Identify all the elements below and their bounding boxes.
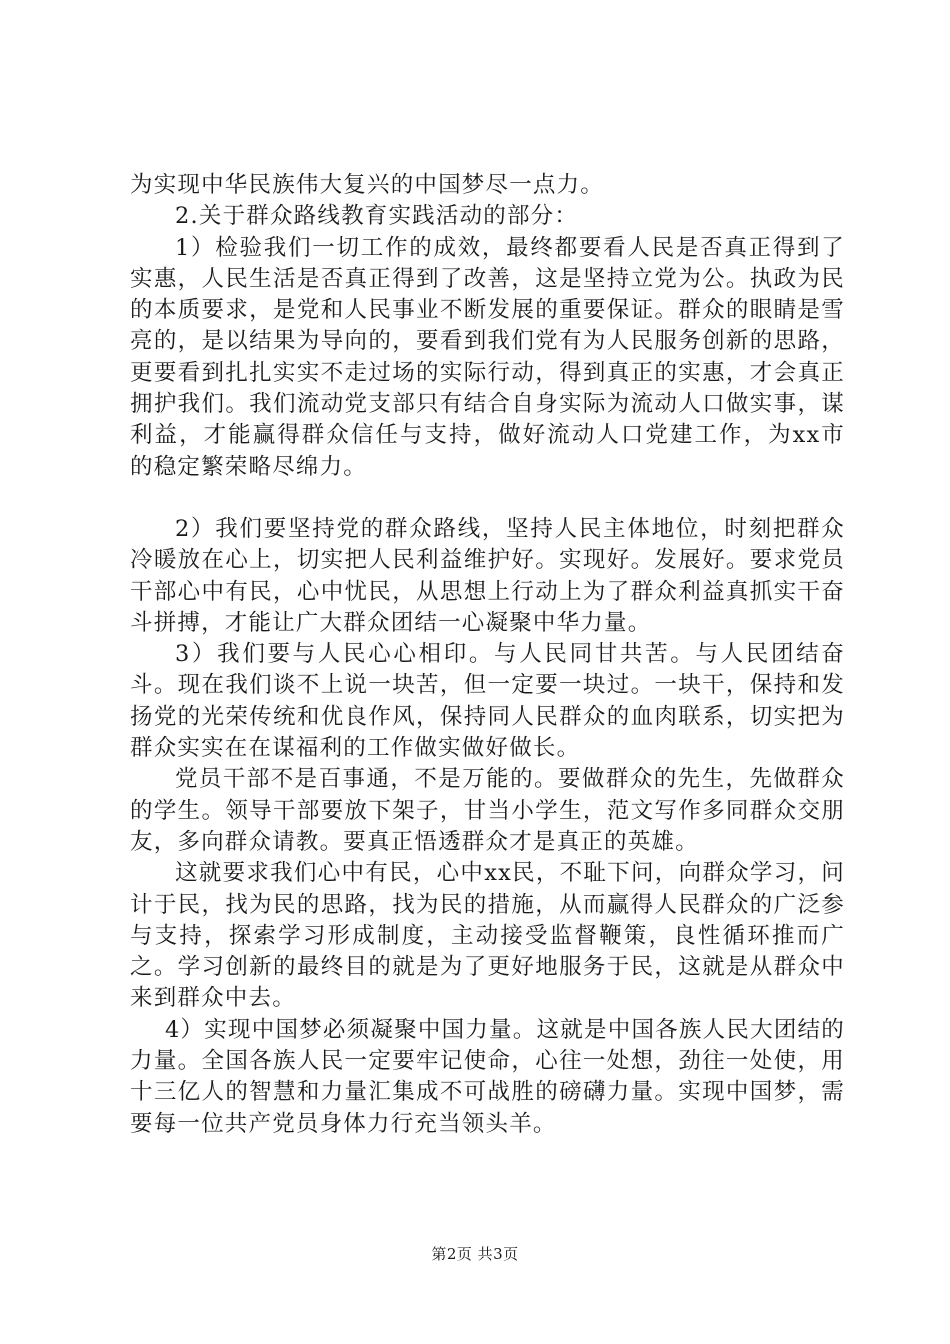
paragraph-point-1: 1）检验我们一切工作的成效，最终都要看人民是否真正得到了实惠，人民生活是否真正得到了改善，这是坚持立党为公。执政为民的本质要求，是党和人民事业不断发展的重要保证。群众的眼睛是雪亮的，是以结果为导向的，要看到我们党有为人民服务创新的思路，更要看到扎扎实实不走过场的实际行动，得到真正的实惠，才会真正拥护我们。我们流动党支部只有结合自身实际为流动人口做实事，谋利益，才能赢得群众信任与支持，做好流动人口党建工作，为xx市的稳定繁荣略尽绵力。 xyxy=(130,234,845,480)
document-body xyxy=(130,170,845,1140)
blank-line xyxy=(130,483,845,514)
paragraph-continuation: 为实现中华民族伟大复兴的中国梦尽一点力。 xyxy=(130,172,605,198)
paragraph-cadres: 党员干部不是百事通，不是万能的。要做群众的先生，先做群众的学生。领导干部要放下架子，甘当小学生，范文写作多同群众交朋友，多向群众请教。要真正悟透群众才是真正的英雄。 xyxy=(130,766,845,855)
paragraph-point-4: 4）实现中国梦必须凝聚中国力量。这就是中国各族人民大团结的力量。全国各族人民一定要牢记使命，心往一处想，劲往一处使，用十三亿人的智慧和力量汇集成不可战胜的磅礴力量。实现中国梦，需要每一位共产党员身体力行充当领头羊。 xyxy=(130,1016,845,1137)
page-footer: 第2页 共3页 xyxy=(431,1245,519,1263)
paragraph-point-3: 3）我们要与人民心心相印。与人民同甘共苦。与人民团结奋斗。现在我们谈不上说一块苦，但一定要一块过。一块干，保持和发扬党的光荣传统和优良作风，保持同人民群众的血肉联系，切实把为群众实实在在谋福利的工作做实做好做长。 xyxy=(130,641,845,762)
paragraph-requirement: 这就要求我们心中有民，心中xx民，不耻下问，向群众学习，问计于民，找为民的思路，找为民的措施，从而赢得人民群众的广泛参与支持，探索学习形成制度，主动接受监督鞭策，良性循环推而广之。学习创新的最终目的就是为了更好地服务于民，这就是从群众中来到群众中去。 xyxy=(130,860,845,1012)
section-heading: 2.关于群众路线教育实践活动的部分： xyxy=(175,203,579,230)
paragraph-point-2: 2）我们要坚持党的群众路线，坚持人民主体地位，时刻把群众冷暖放在心上，切实把人民利益维护好。实现好。发展好。要求党员干部心中有民，心中忧民，从思想上行动上为了群众利益真抓实干奋斗拼搏，才能让广大群众团结一心凝聚中华力量。 xyxy=(130,515,845,636)
